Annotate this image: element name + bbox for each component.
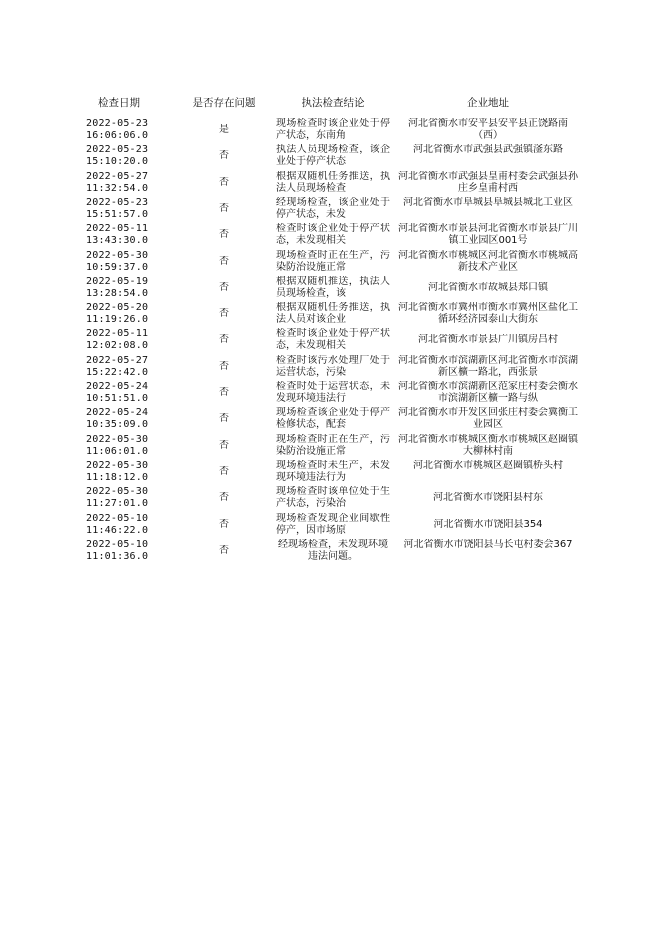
check-date: 2022-05-27 [86,354,149,366]
address-cell: 河北省衡水市桃城区赵圈镇桥头村 [413,459,563,471]
check-date-cell [86,355,158,381]
check-date-cell [86,223,158,249]
check-date: 2022-05-11 [86,223,149,235]
check-time: 10:51:51.0 [86,393,149,404]
has-issue-cell: 否 [219,202,229,214]
header-has-issue: 是否存在问题 [192,97,256,109]
address-cell: 河北省衡水市景县河北省衡水市景县广川镇工业园区001号 [398,223,578,247]
address-cell: 河北省衡水市滨湖新区河北省衡水市滨湖新区櫎一路北，西张景 [398,354,578,378]
check-date: 2022-05-24 [86,407,149,419]
check-time: 16:06:06.0 [86,130,149,141]
check-date-cell [86,144,158,170]
conclusion-cell: 检查时该企业处于停产状态，未发现相关 [276,328,390,352]
has-issue-cell: 否 [219,465,229,477]
table-row [0,302,662,328]
conclusion-cell: 现场检查时正在生产，污染防治设施正常 [276,249,390,273]
check-date-cell [86,171,158,197]
has-issue-cell: 否 [219,360,229,372]
check-date: 2022-05-24 [86,381,149,392]
has-issue-cell: 否 [219,544,229,556]
conclusion-cell: 现场检查时未生产，未发现环境违法行为 [276,459,390,483]
check-time: 10:35:09.0 [86,419,149,431]
check-date: 2022-05-30 [86,433,149,445]
check-date: 2022-05-27 [86,170,149,182]
address-cell: 河北省衡水市武强县武强镇滏东路 [413,144,563,156]
check-date-cell [86,276,158,302]
table-row [0,144,662,170]
has-issue-cell: 否 [219,308,229,320]
check-time: 12:02:08.0 [86,340,149,352]
conclusion-cell: 现场检查该企业处于停产检修状态，配套 [276,407,390,431]
check-date-cell [86,381,158,407]
check-date-cell [86,434,158,460]
check-date: 2022-05-20 [86,302,149,314]
check-time: 13:28:54.0 [86,287,149,299]
address-cell: 河北省衡水市安平县安平县正饶路南（西） [408,118,568,141]
check-time: 11:19:26.0 [86,314,149,326]
header-address: 企业地址 [467,97,509,109]
check-date: 2022-05-11 [86,328,149,340]
conclusion-cell: 检查时该污水处理厂处于运营状态，污染 [276,354,390,378]
check-date: 2022-05-10 [86,512,149,524]
address-cell: 河北省衡水市开发区回张庄村委会冀衡工业园区 [398,407,578,431]
conclusion-cell: 根据双随机任务推送，执法人员现场检查 [276,170,390,194]
check-date: 2022-05-23 [86,196,149,208]
conclusion-cell: 现场检查时该企业处于停产状态，东南角 [276,118,390,141]
check-date: 2022-05-30 [86,249,149,261]
table-row [0,381,662,407]
address-cell: 河北省衡水市桃城区河北省衡水市桃城高新技术产业区 [398,249,578,273]
check-date: 2022-05-19 [86,275,149,287]
table-row [0,539,662,565]
table-row [0,328,662,354]
check-date: 2022-05-10 [86,538,149,550]
table-row [0,407,662,433]
conclusion-cell: 经现场检查，未发现环境违法问题。 [278,538,388,562]
header-conclusion: 执法检查结论 [301,97,365,109]
table-row [0,171,662,197]
address-cell: 河北省衡水市桃城区衡水市桃城区赵圈镇大柳林村南 [398,433,578,457]
address-cell: 河北省衡水市冀州市衡水市冀州区盐化工循环经济园泰山大街东 [398,302,578,326]
table-row [0,434,662,460]
check-date-cell [86,197,158,223]
check-time: 11:32:54.0 [86,182,149,194]
address-cell: 河北省衡水市武强县皇甫村委会武强县孙庄乡皇甫村西 [398,170,578,194]
conclusion-cell: 经现场检查，该企业处于停产状态，未发 [276,196,390,220]
check-time: 11:46:22.0 [86,524,149,536]
table-row [0,486,662,512]
check-date-cell [86,460,158,486]
has-issue-cell: 否 [219,334,229,346]
has-issue-cell: 否 [219,255,229,267]
table-row [0,460,662,486]
check-time: 15:10:20.0 [86,156,149,168]
address-cell: 河北省衡水市饶阳县马长屯村委会367 [403,538,573,550]
has-issue-cell: 否 [219,387,229,398]
check-date: 2022-05-30 [86,486,149,498]
conclusion-cell: 现场检查时正在生产，污染防治设施正常 [276,433,390,457]
conclusion-cell: 根据双随机任务推送，执法人员对该企业 [276,302,390,326]
has-issue-cell: 否 [219,492,229,504]
conclusion-cell: 根据双随机推送，执法人员现场检查，该 [276,275,390,299]
has-issue-cell: 是 [219,124,229,135]
check-time: 11:18:12.0 [86,471,149,483]
check-date-cell [86,302,158,328]
check-date-cell [86,328,158,354]
table-row [0,197,662,223]
has-issue-cell: 否 [219,518,229,530]
check-date-cell [86,513,158,539]
check-time: 15:22:42.0 [86,366,149,378]
address-cell: 河北省衡水市饶阳县村东 [433,492,543,504]
check-time: 13:43:30.0 [86,235,149,247]
conclusion-cell: 现场检查发现企业间歇性停产，因市场原 [276,512,390,536]
table-row [0,223,662,249]
conclusion-cell: 检查时处于运营状态，未发现环境违法行 [276,381,390,404]
address-cell: 河北省衡水市景县广川镇房吕村 [418,334,558,346]
table-row [0,250,662,276]
check-date: 2022-05-30 [86,459,149,471]
check-time: 11:01:36.0 [86,550,149,562]
check-date: 2022-05-23 [86,118,149,129]
table-row [0,276,662,302]
check-date-cell [86,407,158,433]
conclusion-cell: 现场检查时该单位处于生产状态，污染治 [276,486,390,510]
has-issue-cell: 否 [219,150,229,162]
check-time: 11:27:01.0 [86,498,149,510]
has-issue-cell: 否 [219,439,229,451]
address-cell: 河北省衡水市饶阳县354 [433,518,543,530]
has-issue-cell: 否 [219,229,229,241]
conclusion-cell: 执法人员现场检查，该企业处于停产状态 [276,144,390,168]
check-date-cell [86,118,158,144]
table-row [0,355,662,381]
address-cell: 河北省衡水市滨湖新区范家庄村委会衡水市滨湖新区櫎一路与纵 [398,381,578,404]
table-row [0,513,662,539]
check-date-cell [86,486,158,512]
header-date: 检查日期 [98,97,140,109]
has-issue-cell: 否 [219,281,229,293]
has-issue-cell: 否 [219,176,229,188]
address-cell: 河北省衡水市阜城县阜城县城北工业区 [403,196,573,208]
check-time: 15:51:57.0 [86,208,149,220]
check-date: 2022-05-23 [86,144,149,156]
table-row [0,118,662,144]
check-time: 11:06:01.0 [86,445,149,457]
check-date-cell [86,250,158,276]
conclusion-cell: 检查时该企业处于停产状态，未发现相关 [276,223,390,247]
address-cell: 河北省衡水市故城县郑口镇 [428,281,548,293]
check-date-cell [86,539,158,565]
check-time: 10:59:37.0 [86,261,149,273]
has-issue-cell: 否 [219,413,229,425]
